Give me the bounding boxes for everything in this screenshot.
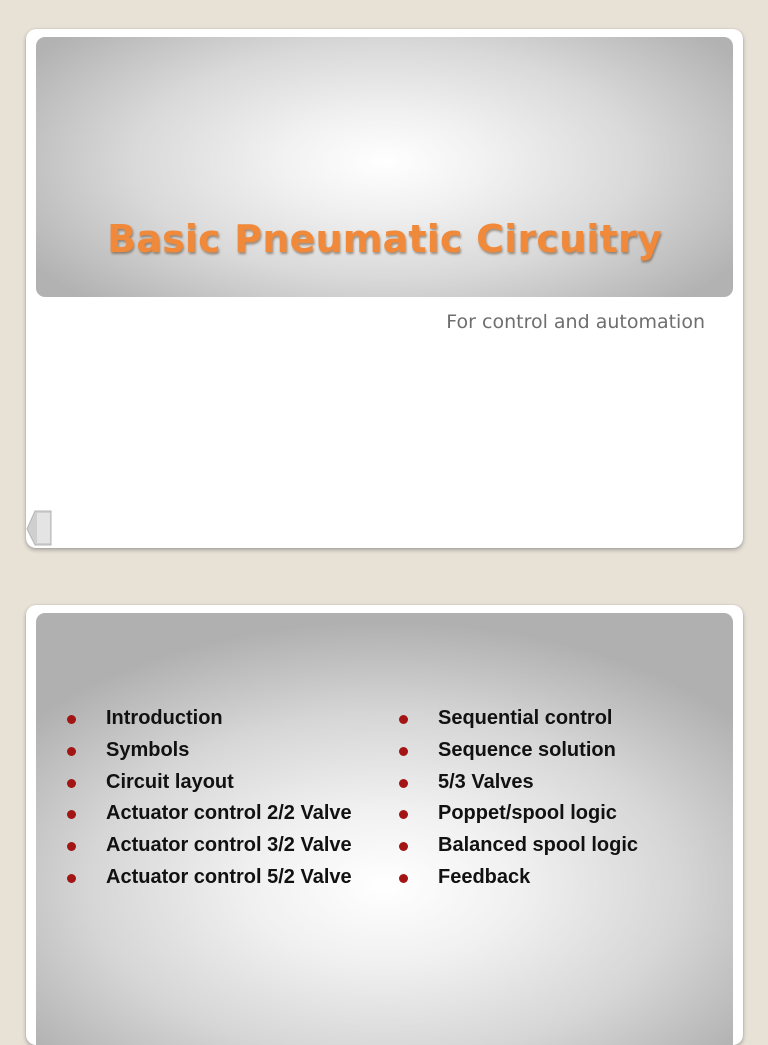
list-item-label: 5/3 Valves [438,770,534,793]
list-item-label: Poppet/spool logic [438,802,617,825]
list-item-label: Introduction [106,707,223,729]
list-item [66,767,352,799]
contents-panel [36,613,733,1045]
title-panel [36,37,733,297]
right-bullet-list [398,703,638,894]
list-item [66,830,352,862]
list-item [66,703,352,735]
bullet-dot-icon [67,779,76,788]
list-item-label: Symbols [106,738,190,761]
list-item-label: Sequential control [438,707,613,729]
list-item [398,830,638,862]
contents-slide [26,605,743,1045]
list-item [398,767,638,799]
list-item [66,735,352,767]
back-arrow-tab-icon[interactable] [26,507,52,548]
bullet-dot-icon [399,842,408,851]
bullet-dot-icon [399,747,408,756]
list-item-label: Feedback [438,865,531,888]
bullet-dot-icon [399,874,408,883]
slide-subtitle: For control and automation [446,311,705,333]
list-item [398,735,638,767]
list-item [398,703,638,735]
slide-title: Basic Pneumatic Circuitry [107,217,662,261]
list-item-label: Actuator control 3/2 Valve [106,834,352,857]
list-item-label: Circuit layout [106,770,234,793]
bullet-dot-icon [399,779,408,788]
list-item-label: Sequence solution [438,738,616,761]
list-item [66,862,352,894]
list-item-label: Actuator control 2/2 Valve [106,802,352,825]
list-item-label: Balanced spool logic [438,834,639,857]
bullet-dot-icon [67,715,76,724]
bullet-dot-icon [67,842,76,851]
left-bullet-list [66,703,352,894]
bullet-dot-icon [67,810,76,819]
list-item [398,862,638,894]
list-item [66,798,352,830]
bullet-dot-icon [67,747,76,756]
list-item [398,798,638,830]
bullet-dot-icon [399,715,408,724]
bullet-dot-icon [399,810,408,819]
bullet-dot-icon [67,874,76,883]
list-item-label: Actuator control 5/2 Valve [106,865,352,888]
title-slide [26,29,743,548]
